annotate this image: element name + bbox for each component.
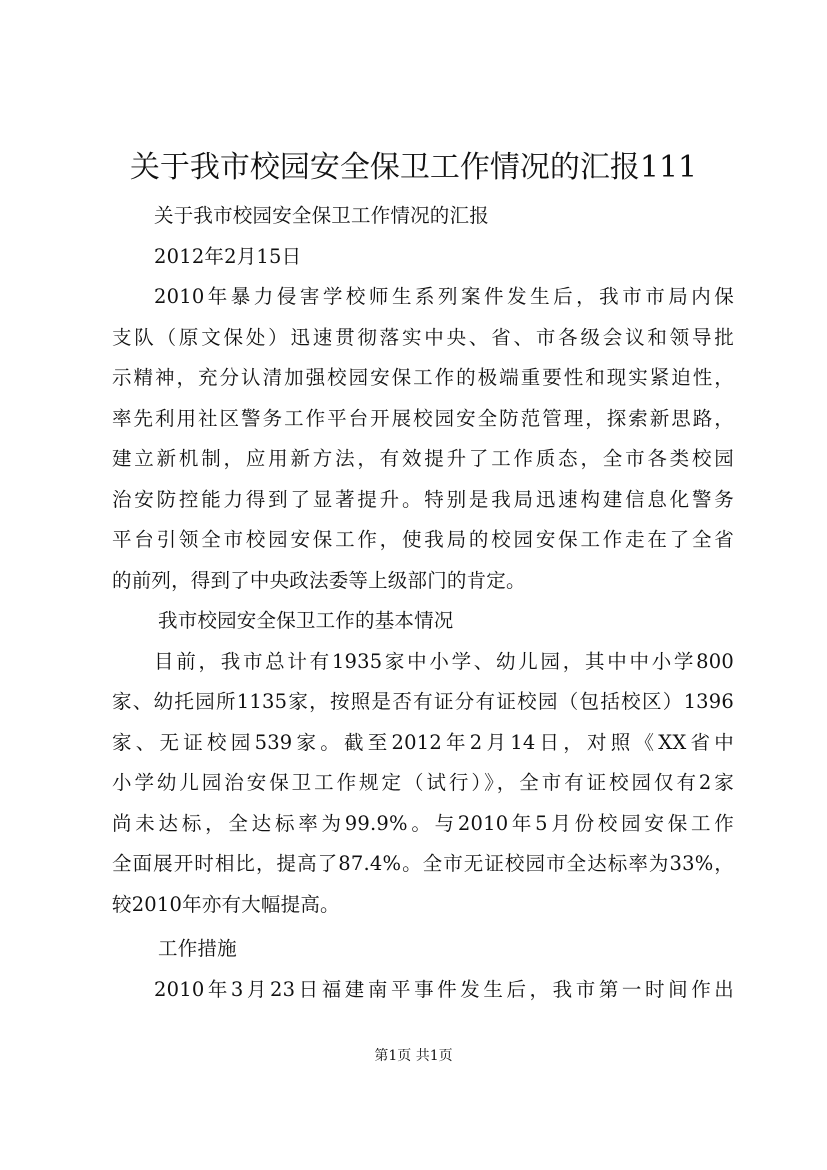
document-body: [112, 196, 734, 1010]
paragraph-line: 2010年暴力侵害学校师生系列案件发生后，我市市局内保: [154, 285, 734, 308]
paragraph-line: 较2010年亦有大幅提高。: [112, 892, 340, 916]
paragraph-line: 率先利用社区警务工作平台开展校园安全防范管理，探索新思路，: [112, 406, 734, 430]
paragraph-line: 的前列，得到了中央政法委等上级部门的肯定。: [112, 568, 526, 592]
paragraph-line: 家、无证校园539家。截至2012年2月14日，对照《XX省中: [112, 730, 734, 754]
section-heading: 我市校园安全保卫工作的基本情况: [158, 609, 454, 632]
date-line: 2012年2月15日: [154, 244, 302, 268]
paragraph-line: 2010年3月23日福建南平事件发生后，我市第一时间作出: [154, 977, 734, 1001]
paragraph-line: 示精神，充分认清加强校园安保工作的极端重要性和现实紧迫性，: [112, 366, 734, 389]
paragraph-line: 支队（原文保处）迅速贯彻落实中央、省、市各级会议和领导批: [112, 325, 734, 349]
paragraph-line: 全面展开时相比，提高了87.4%。全市无证校园市全达标率为33%，: [112, 852, 734, 875]
subtitle-line: 关于我市校园安全保卫工作情况的汇报: [154, 204, 489, 227]
section-heading: 工作措施: [158, 937, 237, 960]
paragraph-line: 治安防控能力得到了显著提升。特别是我局迅速构建信息化警务: [112, 487, 734, 511]
document-title: 关于我市校园安全保卫工作情况的汇报111: [129, 150, 698, 185]
paragraph-line: 目前，我市总计有1935家中小学、幼儿园，其中中小学800: [154, 649, 734, 673]
paragraph-line: 家、幼托园所1135家，按照是否有证分有证校园（包括校区）1396: [112, 690, 734, 713]
paragraph-line: 尚未达标，全达标率为99.9%。与2010年5月份校园安保工作: [112, 811, 734, 835]
page-footer: 第1页 共1页: [374, 1048, 453, 1064]
paragraph-line: 建立新机制，应用新方法，有效提升了工作质态，全市各类校园: [112, 447, 734, 470]
paragraph-line: 平台引领全市校园安保工作，使我局的校园安保工作走在了全省: [112, 528, 734, 551]
paragraph-line: 小学幼儿园治安保卫工作规定（试行）》，全市有证校园仅有2家: [112, 771, 734, 794]
